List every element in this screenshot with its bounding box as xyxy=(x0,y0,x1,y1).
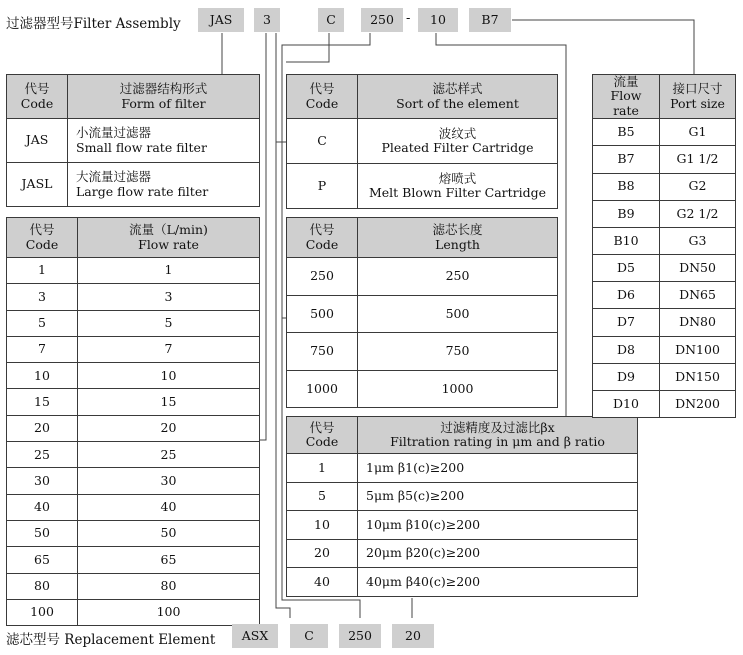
length-value-cell: 500 xyxy=(358,295,558,333)
length-code-cell: 250 xyxy=(287,258,358,296)
table-row xyxy=(7,363,260,389)
rating-code-cell: 1 xyxy=(287,454,358,483)
table-row xyxy=(593,391,736,418)
flow-code-cell: 15 xyxy=(7,389,78,415)
code-box-jas: JAS xyxy=(198,8,244,32)
length-desc-head: 滤芯长度 Length xyxy=(358,218,558,258)
form-code-head: 代号 Code xyxy=(7,75,68,119)
port-value-cell: G1 xyxy=(660,119,736,146)
flow-code-cell: 3 xyxy=(7,284,78,310)
flow-code-cell: 65 xyxy=(7,547,78,573)
table-row xyxy=(287,539,638,568)
table-row xyxy=(7,258,260,284)
flow-value-cell: 40 xyxy=(78,494,260,520)
port-code-head: 流量 Flow rate xyxy=(593,75,660,119)
form-code-cell: JASL xyxy=(7,163,68,207)
table-row xyxy=(287,482,638,511)
table-row xyxy=(7,468,260,494)
table-row xyxy=(593,173,736,200)
table-row xyxy=(7,494,260,520)
form-table-header xyxy=(7,75,260,119)
flow-code-cell: 80 xyxy=(7,573,78,599)
element-code-box-asx: ASX xyxy=(232,624,278,648)
connector-port xyxy=(512,20,694,74)
table-row xyxy=(287,333,558,371)
port-code-cell: B10 xyxy=(593,227,660,254)
table-row xyxy=(593,255,736,282)
flow-value-cell: 1 xyxy=(78,258,260,284)
table-row xyxy=(7,520,260,546)
element-desc-cell: 熔喷式 Melt Blown Filter Cartridge xyxy=(358,164,558,209)
form-desc-head: 过滤器结构形式 Form of filter xyxy=(68,75,260,119)
element-code-head: 代号 Code xyxy=(287,75,358,119)
table-row xyxy=(593,336,736,363)
port-code-cell: D7 xyxy=(593,309,660,336)
table-row xyxy=(7,336,260,362)
replacement-element-title: 滤芯型号 Replacement Element xyxy=(6,632,216,648)
flow-code-cell: 50 xyxy=(7,520,78,546)
port-table-header xyxy=(593,75,736,119)
table-row xyxy=(287,370,558,408)
port-value-cell: DN50 xyxy=(660,255,736,282)
port-code-cell: B9 xyxy=(593,200,660,227)
rating-value-cell: 5μm β5(c)≥200 xyxy=(358,482,638,511)
element-code-box-rating: 20 xyxy=(392,624,434,648)
table-row xyxy=(593,119,736,146)
table-row xyxy=(7,284,260,310)
code-box-port: B7 xyxy=(469,8,511,32)
table-row xyxy=(287,164,558,209)
rating-table xyxy=(286,416,638,597)
table-row xyxy=(287,258,558,296)
length-table xyxy=(286,217,558,408)
element-table-header xyxy=(287,75,558,119)
flow-code-cell: 40 xyxy=(7,494,78,520)
table-row xyxy=(287,295,558,333)
flow-code-cell: 1 xyxy=(7,258,78,284)
length-code-cell: 1000 xyxy=(287,370,358,408)
rating-desc-head: 过滤精度及过滤比βx Filtration rating in μm and β ratio xyxy=(358,417,638,454)
rating-value-cell: 40μm β40(c)≥200 xyxy=(358,568,638,597)
table-row xyxy=(287,511,638,540)
table-row xyxy=(593,282,736,309)
length-table-body xyxy=(287,258,558,408)
flow-value-cell: 100 xyxy=(78,599,260,625)
flow-value-cell: 5 xyxy=(78,310,260,336)
form-code-cell: JAS xyxy=(7,119,68,163)
element-code-box-length: 250 xyxy=(339,624,381,648)
flow-value-cell: 3 xyxy=(78,284,260,310)
flow-value-cell: 25 xyxy=(78,442,260,468)
rating-table-body xyxy=(287,454,638,597)
flow-value-cell: 20 xyxy=(78,415,260,441)
flow-code-cell: 10 xyxy=(7,363,78,389)
flow-value-cell: 30 xyxy=(78,468,260,494)
port-code-cell: D5 xyxy=(593,255,660,282)
table-row xyxy=(7,415,260,441)
table-row xyxy=(7,163,260,207)
port-code-cell: D9 xyxy=(593,363,660,390)
element-code-cell: P xyxy=(287,164,358,209)
table-row xyxy=(593,309,736,336)
length-value-cell: 250 xyxy=(358,258,558,296)
flow-value-cell: 50 xyxy=(78,520,260,546)
table-row xyxy=(7,573,260,599)
flow-code-cell: 20 xyxy=(7,415,78,441)
table-row xyxy=(7,442,260,468)
flow-value-cell: 80 xyxy=(78,573,260,599)
code-box-element: C xyxy=(318,8,344,32)
table-row xyxy=(593,363,736,390)
flow-value-cell: 7 xyxy=(78,336,260,362)
table-row xyxy=(7,599,260,625)
table-row xyxy=(287,119,558,164)
flow-code-cell: 30 xyxy=(7,468,78,494)
code-box-flow: 3 xyxy=(254,8,280,32)
form-table xyxy=(6,74,260,207)
port-code-cell: B5 xyxy=(593,119,660,146)
rating-code-cell: 10 xyxy=(287,511,358,540)
port-value-cell: DN65 xyxy=(660,282,736,309)
element-code-cell: C xyxy=(287,119,358,164)
length-code-cell: 500 xyxy=(287,295,358,333)
table-row xyxy=(287,568,638,597)
element-desc-cell: 波纹式 Pleated Filter Cartridge xyxy=(358,119,558,164)
element-code-box-type: C xyxy=(290,624,328,648)
port-value-cell: G3 xyxy=(660,227,736,254)
length-value-cell: 750 xyxy=(358,333,558,371)
table-row xyxy=(7,547,260,573)
code-box-rating: 10 xyxy=(418,8,458,32)
rating-table-header xyxy=(287,417,638,454)
port-code-cell: B7 xyxy=(593,146,660,173)
port-desc-head: 接口尺寸 Port size xyxy=(660,75,736,119)
flow-desc-head: 流量（L/min) Flow rate xyxy=(78,218,260,258)
flow-value-cell: 15 xyxy=(78,389,260,415)
rating-value-cell: 10μm β10(c)≥200 xyxy=(358,511,638,540)
rating-value-cell: 20μm β20(c)≥200 xyxy=(358,539,638,568)
length-code-head: 代号 Code xyxy=(287,218,358,258)
filter-assembly-title: 过滤器型号Filter Assembly xyxy=(6,16,181,32)
form-desc-cell: 大流量过滤器 Large flow rate filter xyxy=(68,163,260,207)
table-row xyxy=(287,454,638,483)
rating-code-cell: 40 xyxy=(287,568,358,597)
element-table xyxy=(286,74,558,209)
port-value-cell: G1 1/2 xyxy=(660,146,736,173)
port-code-cell: B8 xyxy=(593,173,660,200)
flow-code-cell: 100 xyxy=(7,599,78,625)
table-row xyxy=(7,389,260,415)
flow-table xyxy=(6,217,260,626)
table-row xyxy=(593,200,736,227)
flow-code-cell: 25 xyxy=(7,442,78,468)
port-table xyxy=(592,74,736,418)
rating-value-cell: 1μm β1(c)≥200 xyxy=(358,454,638,483)
rating-code-head: 代号 Code xyxy=(287,417,358,454)
length-table-header xyxy=(287,218,558,258)
port-table-body xyxy=(593,119,736,418)
rating-code-cell: 20 xyxy=(287,539,358,568)
port-code-cell: D10 xyxy=(593,391,660,418)
code-box-length: 250 xyxy=(361,8,403,32)
flow-code-cell: 7 xyxy=(7,336,78,362)
port-value-cell: G2 xyxy=(660,173,736,200)
port-value-cell: DN150 xyxy=(660,363,736,390)
form-desc-cell: 小流量过滤器 Small flow rate filter xyxy=(68,119,260,163)
flow-value-cell: 10 xyxy=(78,363,260,389)
port-value-cell: DN200 xyxy=(660,391,736,418)
port-code-cell: D8 xyxy=(593,336,660,363)
port-code-cell: D6 xyxy=(593,282,660,309)
port-value-cell: DN100 xyxy=(660,336,736,363)
table-row xyxy=(7,310,260,336)
length-value-cell: 1000 xyxy=(358,370,558,408)
port-value-cell: DN80 xyxy=(660,309,736,336)
length-code-cell: 750 xyxy=(287,333,358,371)
port-value-cell: G2 1/2 xyxy=(660,200,736,227)
table-row xyxy=(593,146,736,173)
connector-flow xyxy=(260,33,266,440)
flow-table-body xyxy=(7,258,260,626)
rating-code-cell: 5 xyxy=(287,482,358,511)
code-dash: - xyxy=(406,11,411,26)
flow-value-cell: 65 xyxy=(78,547,260,573)
flow-code-head: 代号 Code xyxy=(7,218,78,258)
table-row xyxy=(7,119,260,163)
connector-c-down xyxy=(286,33,329,62)
flow-code-cell: 5 xyxy=(7,310,78,336)
element-desc-head: 滤芯样式 Sort of the element xyxy=(358,75,558,119)
table-row xyxy=(593,227,736,254)
flow-table-header xyxy=(7,218,260,258)
